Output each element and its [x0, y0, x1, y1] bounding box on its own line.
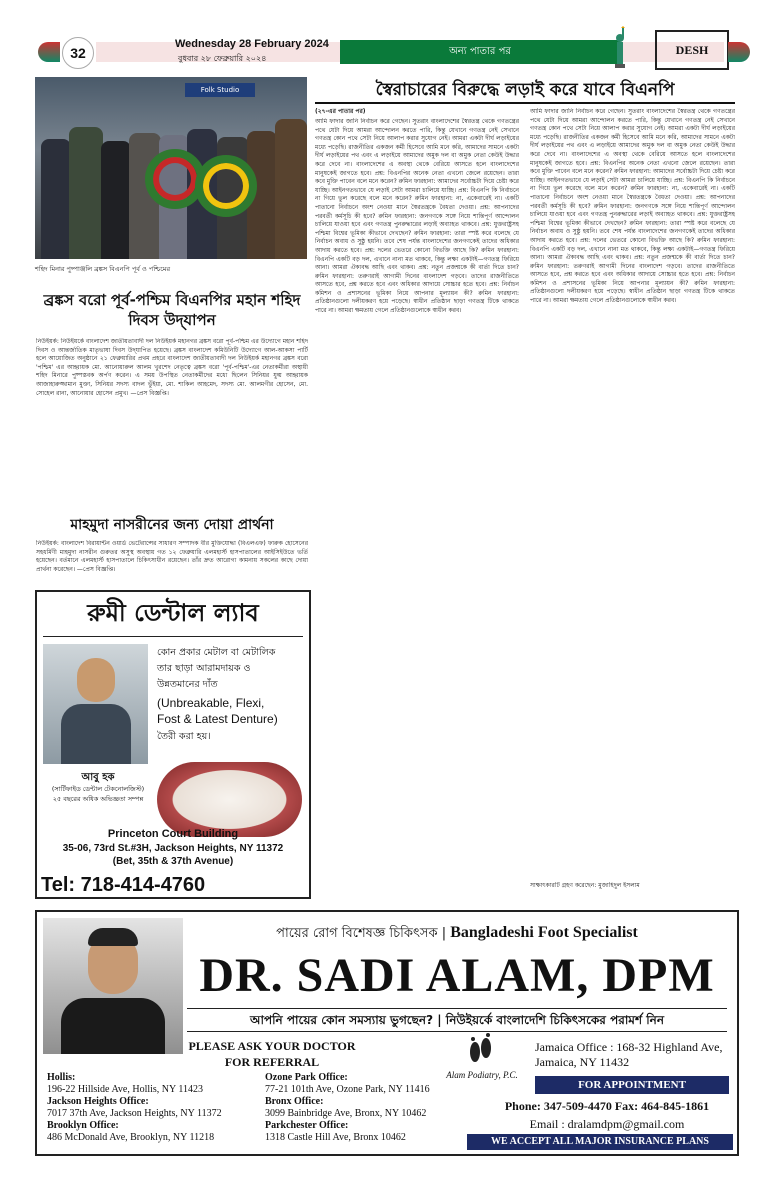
office-name: Parkchester Office:	[265, 1120, 349, 1131]
dental-address-cross: (Bet, 35th & 37th Avenue)	[112, 856, 234, 867]
doctor-photo	[43, 918, 183, 1054]
prayer-article-body: নিউইয়র্ক: বাংলাদেশ বিরায়ান্টন ওয়ার্ড ভেটেরান্সের সাধারণ সম্পাদক বীর মুক্তিযোদ্ধা (বিএলএফ) ফারুক হোসেনের সহধর্মিণী মাহমুদা নাসরীন গুরুতর অসুস্থ অবস্থায় গত ১২ ফেব্রুয়ারি এলমহার্স্ট হাসপাতালের আইসিইউতে ভর্তি হয়েছেন। বর্তমানে এলমহার্স্ট হাসপাতালে চিকিৎসাধীন রয়েছেন। তাঁর দ্রুত আরোগ্য কামনায় সকলের কাছে দোয়া প্রার্থনা করেছেন। —প্রেস বিজ্ঞপ্তি।	[36, 540, 308, 573]
denture-image	[157, 762, 302, 837]
dental-address: 35-06, 73rd St.#3H, Jackson Heights, NY 11372	[62, 843, 284, 854]
technician-photo	[43, 644, 148, 764]
office-name: Hollis:	[47, 1072, 76, 1083]
jamaica-office	[535, 1040, 735, 1070]
office-address: 486 McDonald Ave, Brooklyn, NY 11218	[47, 1132, 215, 1143]
clinic-phone: Phone: 347-509-4470 Fax: 464-845-1861	[504, 1099, 710, 1113]
office-address: 3099 Bainbridge Ave, Bronx, NY 10462	[265, 1108, 427, 1119]
dental-ad-en-line-2: Fost & Latest Denture)	[157, 712, 278, 726]
continued-note: (২৭-এর পাতার পর)	[315, 108, 366, 115]
dental-ad-line-3: উন্নতমানের দাঁত	[157, 679, 218, 690]
photo-caption: শহিদ মিনার পুষ্পাঞ্জলি ব্রঙ্কস বিএনপি পূর্ব ও পশ্চিমের	[35, 265, 171, 273]
technician-experience: ২৫ বছরের অধিক অভিজ্ঞতা সম্পন্ন	[52, 795, 144, 803]
referral-note	[187, 1038, 357, 1070]
header-ribbon-right	[728, 42, 750, 62]
office-address: 77-21 101th Ave, Ozone Park, NY 11416	[265, 1084, 430, 1095]
office-address: 196-22 Hillside Ave, Hollis, NY 11423	[47, 1084, 204, 1095]
foot-ad-question: আপনি পায়ের কোন সমস্যায় ভুগছেন? | নিউইয়র্কে বাংলাদেশি চিকিৎসকের পরামর্শ নিন	[187, 1008, 727, 1032]
office-name: Bronx Office:	[265, 1096, 324, 1107]
issue-date: Wednesday 28 February 2024	[175, 38, 329, 50]
office-name: Jackson Heights Office:	[47, 1096, 149, 1107]
bronx-article-body: নিউইয়র্ক: নিউইয়র্কে বাংলাদেশ জাতীয়তাবাদী দল নিউইয়র্ক মহানগর ব্রঙ্কস বরো পূর্ব-পশ্চিম এর উদ্যোগে মহান শহিদ দিবস ও আন্তর্জাতিক মাতৃভাষা দিবস উদ্‌যাপিত হয়েছে। ব্রঙ্কস বাংলাদেশ কমিউনিটি উদ্যোগে আল-আকসা পার্টি হলে আয়োজিত অনুষ্ঠানে ২১ ফেব্রুয়ারির প্রথম প্রহরে বাংলাদেশ জাতীয়তাবাদী দল নিউইয়র্ক মহানগর ব্রঙ্কস বরো 'পশ্চিম' এর আহ্বায়ক মো. আনোয়ারুল আলম খুরশেদ নেতৃত্বে ব্রঙ্কস বরো 'পূর্ব-পশ্চিম'-এর নেতাকর্মীরা অস্থায়ী শহিদ মিনারে পুষ্পস্তবক অর্পণ করেন। এ সময় উপস্থিত নেতাকর্মীদের মধ্যে ছিলেন সিনিয়র যুগ্ম আহ্বায়ক আজাহারুজ্জামান মুক্তা, সিনিয়র সদস্য বাদল ভুঁইয়া, মো. শাকিল আহমেদ, সদস্য মো. আলমগীর হোসেন, মো. সোহেল রানা, আনোয়ার হোসেন প্রমুখ। —প্রেস বিজ্ঞপ্তি।	[36, 338, 308, 397]
footprint-icon	[465, 1032, 495, 1068]
article-author: সাক্ষাৎকারটি গ্রহণ করেছেন: মুজাহিদুল ইসলাম	[530, 882, 640, 889]
appointment-banner: FOR APPOINTMENT	[535, 1076, 729, 1094]
office-address: 1318 Castle Hill Ave, Bronx 10462	[265, 1132, 406, 1143]
referral-line-1: PLEASE ASK YOUR DOCTOR	[188, 1039, 356, 1053]
jamaica-office-line-2: Jamaica, NY 11432	[535, 1055, 630, 1069]
clinic-email: Email : dralamdpm@gmail.com	[529, 1117, 685, 1131]
dental-ad-divider	[43, 636, 303, 637]
event-photo	[35, 77, 307, 259]
technician-name: আবু হক	[81, 772, 115, 783]
issue-date-bn: বুধবার ২৮ ফেব্রুয়ারি ২০২৪	[178, 54, 267, 63]
doctor-name: DR. SADI ALAM, DPM	[199, 949, 715, 1002]
dental-ad-line-1: কোন প্রকার মেটাল বা মেটালিক	[157, 647, 276, 658]
statue-of-liberty-icon	[612, 26, 628, 68]
dental-ad-title: রুমী ডেন্টাল ল্যাব	[87, 599, 259, 627]
header-ribbon-left	[38, 42, 60, 62]
foot-ad-tagline-bn: পায়ের রোগ বিশেষজ্ঞ চিকিৎসক	[276, 926, 438, 941]
technician-title: (সার্টিফাইড ডেন্টাল টেকনোলজিস্ট)	[51, 785, 145, 793]
page-number: 32	[62, 37, 94, 69]
bronx-headline: ব্রঙ্কস বরো পূর্ব-পশ্চিম বিএনপির মহান শহিদ দিবস উদ্‌যাপন	[43, 291, 301, 329]
main-article-col2: আমি ফাদার জানি নির্বাচন করে গেছেন। সুতরাং বাংলাদেশের স্বৈরতন্ত্র থেকে গণতন্ত্রের পথে যেটা দিয়ে আমরা আন্দোলন করতে পারি, কিন্তু যেখানে গণতন্ত্র নেই সেখানে গণতন্ত্র কোন পথে সেটা নিয়ে আলাপ করার সুযোগ নেই। আমরা একটা দীর্ঘ লড়াইয়ের মধ্যে পড়েছি। রাজনীতির একজন কর্মী হিসেবে আমি মনে করি, আমাদের সামনে একটা দীর্ঘ লড়াইয়ের পথ এবং এ লড়াইয়ে আমাদের অমুক দল বা অমুক নেতা কেউই উদ্ধার করে দেবে না। বাংলাদেশের এ অবস্থা থেকে বেরিয়ে আসতে হলে বাংলাদেশের মানুষকেই জাগতে হবে। প্রশ্ন: বিএনপির অনেক নেতা এখনো জেলে রয়েছেন। তারা কবে মুক্তি পাবেন বলে মনে করেন? রুমিন ফারহানা: আমাদের সর্বোচ্চটা দিয়ে চেষ্টা করে যাচ্ছি। আইনগতভাবে যে লড়াই সেটা আমরা চালিয়ে যাচ্ছি। প্রশ্ন: বিএনপি কি নির্বাচনে না গিয়ে ভুল করেছে বলে মনে করেন? রুমিন ফারহানা: না, একেবারেই না। একটি পাতানো নির্বাচনে অংশ নেওয়া মানে স্বৈরতন্ত্রকে বৈধতা দেওয়া। প্রশ্ন: আপনাদের পরবর্তী কর্মসূচি কী হবে? রুমিন ফারহানা: জনগণকে সঙ্গে নিয়ে শান্তিপূর্ণ আন্দোলন চালিয়ে যাওয়া হবে এবং গণতন্ত্র পুনরুদ্ধারের লড়াই অব্যাহত থাকবে। প্রশ্ন: যুক্তরাষ্ট্রসহ পশ্চিমা বিশ্বের ভূমিকা কীভাবে দেখছেন? রুমিন ফারহানা: তারা স্পষ্ট করে বলেছে যে নির্বাচন অবাধ ও সুষ্ঠু হয়নি। তবে শেষ পর্যন্ত বাংলাদেশের জনগণকেই তাদের অধিকার আদায় করতে হবে। প্রশ্ন: দলের ভেতরে কোনো বিভক্তি আছে কি? রুমিন ফারহানা: বিএনপি একটি বড় দল, এখানে নানা মত থাকবে, কিন্তু লক্ষ্য একটাই—গণতন্ত্র ফিরিয়ে আনা। আমরা ঐক্যবদ্ধ আছি এবং থাকব। প্রশ্ন: নতুন প্রজন্মকে কী বার্তা দিতে চান? রুমিন ফারহানা: তরুণরাই আগামী দিনের বাংলাদেশ গড়বে। তাদের রাজনীতিতে আসতে হবে, প্রশ্ন করতে হবে এবং অধিকার আদায়ে সোচ্চার হতে হবে। প্রশ্ন: নির্বাচন কমিশন ও প্রশাসনের ভূমিকা নিয়ে আপনার মূল্যায়ন কী? রুমিন ফারহানা: প্রতিষ্ঠানগুলো দলীয়করণ হয়ে পড়েছে। স্বাধীন প্রতিষ্ঠান ছাড়া গণতন্ত্র টিকে থাকতে পারে না। আমরা ক্ষমতায় গেলে প্রতিষ্ঠানগুলোকে স্বাধীন করব।	[530, 108, 735, 305]
office-name: Ozone Park Office:	[265, 1072, 348, 1083]
main-article-col1: আমি ফাদার জানি নির্বাচন করে গেছেন। সুতরাং বাংলাদেশের স্বৈরতন্ত্র থেকে গণতন্ত্রের পথে যেটা দিয়ে আমরা আন্দোলন করতে পারি, কিন্তু যেখানে গণতন্ত্র নেই সেখানে গণতন্ত্র কোন পথে সেটা নিয়ে আলাপ করার সুযোগ নেই। আমরা একটা দীর্ঘ লড়াইয়ের মধ্যে পড়েছি। রাজনীতির একজন কর্মী হিসেবে আমি মনে করি, আমাদের সামনে একটা দীর্ঘ লড়াইয়ের পথ এবং এ লড়াইয়ে আমাদের অমুক দল বা অমুক নেতা কেউই উদ্ধার করে দেবে না। বাংলাদেশের এ অবস্থা থেকে বেরিয়ে আসতে হলে বাংলাদেশের মানুষকেই জাগতে হবে। প্রশ্ন: বিএনপির অনেক নেতা এখনো জেলে রয়েছেন। তারা কবে মুক্তি পাবেন বলে মনে করেন? রুমিন ফারহানা: আমাদের সর্বোচ্চটা দিয়ে চেষ্টা করে যাচ্ছি। আইনগতভাবে যে লড়াই সেটা আমরা চালিয়ে যাচ্ছি। প্রশ্ন: বিএনপি কি নির্বাচনে না গিয়ে ভুল করেছে বলে মনে করেন? রুমিন ফারহানা: না, একেবারেই না। একটি পাতানো নির্বাচনে অংশ নেওয়া মানে স্বৈরতন্ত্রকে বৈধতা দেওয়া। প্রশ্ন: আপনাদের পরবর্তী কর্মসূচি কী হবে? রুমিন ফারহানা: জনগণকে সঙ্গে নিয়ে শান্তিপূর্ণ আন্দোলন চালিয়ে যাওয়া হবে এবং গণতন্ত্র পুনরুদ্ধারের লড়াই অব্যাহত থাকবে। প্রশ্ন: যুক্তরাষ্ট্রসহ পশ্চিমা বিশ্বের ভূমিকা কীভাবে দেখছেন? রুমিন ফারহানা: তারা স্পষ্ট করে বলেছে যে নির্বাচন অবাধ ও সুষ্ঠু হয়নি। তবে শেষ পর্যন্ত বাংলাদেশের জনগণকেই তাদের অধিকার আদায় করতে হবে। প্রশ্ন: দলের ভেতরে কোনো বিভক্তি আছে কি? রুমিন ফারহানা: বিএনপি একটি বড় দল, এখানে নানা মত থাকবে, কিন্তু লক্ষ্য একটাই—গণতন্ত্র ফিরিয়ে আনা। আমরা ঐক্যবদ্ধ আছি এবং থাকব। প্রশ্ন: নতুন প্রজন্মকে কী বার্তা দিতে চান? রুমিন ফারহানা: তরুণরাই আগামী দিনের বাংলাদেশ গড়বে। তাদের রাজনীতিতে আসতে হবে, প্রশ্ন করতে হবে এবং অধিকার আদায়ে সোচ্চার হতে হবে। প্রশ্ন: নির্বাচন কমিশন ও প্রশাসনের ভূমিকা নিয়ে আপনার মূল্যায়ন কী? রুমিন ফারহানা: প্রতিষ্ঠানগুলো দলীয়করণ হয়ে পড়েছে। স্বাধীন প্রতিষ্ঠান ছাড়া গণতন্ত্র টিকে থাকতে পারে না। আমরা ক্ষমতায় গেলে প্রতিষ্ঠানগুলোকে স্বাধীন করব।	[315, 118, 519, 315]
page-header	[0, 0, 770, 78]
dental-ad-en-line-1: (Unbreakable, Flexi,	[157, 696, 265, 710]
office-name: Brooklyn Office:	[47, 1120, 119, 1131]
section-label: অন্য পাতার পর	[340, 40, 620, 64]
newspaper-logo: DESH	[655, 30, 729, 70]
practice-name: Alam Podiatry, P.C.	[446, 1070, 518, 1080]
foot-specialist-ad	[35, 910, 739, 1156]
jamaica-office-line-1: Jamaica Office : 168-32 Highland Ave,	[535, 1040, 723, 1054]
office-address: 7017 37th Ave, Jackson Heights, NY 11372	[47, 1108, 222, 1119]
foot-ad-tagline-en: Bangladeshi Foot Specialist	[450, 924, 638, 941]
photo-banner: Folk Studio	[185, 83, 255, 97]
referral-line-2: FOR REFERRAL	[224, 1055, 320, 1069]
dental-ad-line-2: তার ছাড়া আরামদায়ক ও	[157, 663, 251, 674]
dental-ad-made: তৈরী করা হয়।	[157, 731, 211, 742]
main-headline: স্বৈরাচারের বিরুদ্ধে লড়াই করে যাবে বিএনপি	[375, 80, 675, 100]
dental-lab-ad	[35, 590, 311, 899]
dental-phone: Tel: 718-414-4760	[41, 874, 206, 896]
foot-ad-tagline: পায়ের রোগ বিশেষজ্ঞ চিকিৎসক | Bangladeshi Foot Specialist	[276, 924, 638, 941]
prayer-headline: মাহমুদা নাসরীনের জন্য দোয়া প্রার্থনা	[70, 517, 274, 533]
headline-rule	[315, 102, 735, 104]
insurance-banner: WE ACCEPT ALL MAJOR INSURANCE PLANS	[467, 1134, 733, 1150]
dental-building: Princeton Court Building	[107, 828, 239, 840]
